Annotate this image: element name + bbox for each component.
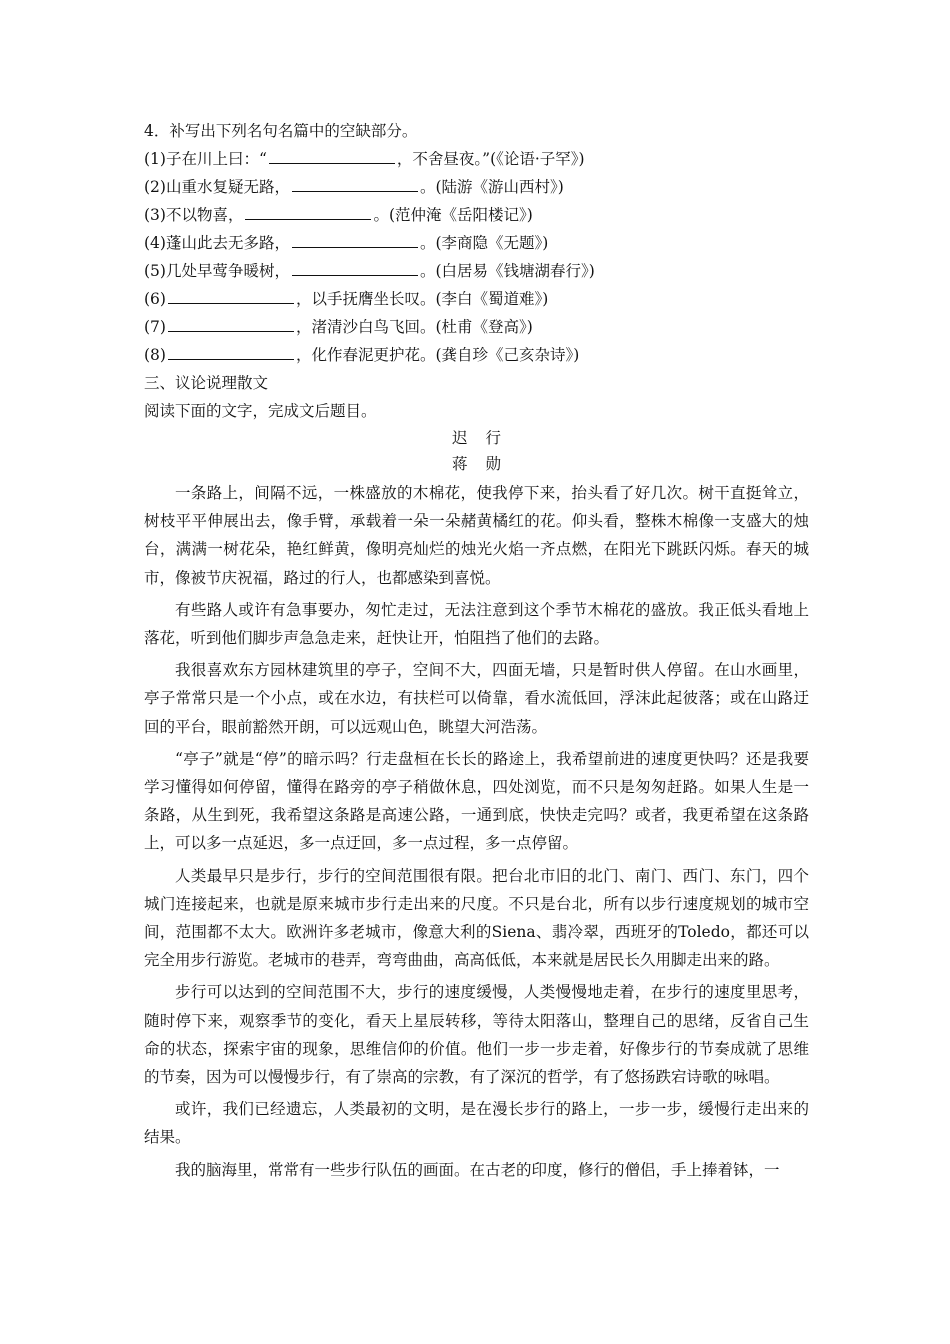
article-paragraph: 有些路人或许有急事要办，匆忙走过，无法注意到这个季节木棉花的盛放。我正低头看地上落花，听到他们脚步声急急走来，赶快让开，怕阻挡了他们的去路。: [144, 600, 809, 648]
article-author: 蒋勋: [451, 455, 519, 473]
fill-item-6: [144, 285, 809, 313]
fill-item-4: [144, 229, 809, 257]
answer-blank[interactable]: [269, 146, 395, 164]
question-4-heading: 4．补写出下列名句名篇中的空缺部分。: [144, 122, 418, 140]
fill-item-suffix: 。(陆游《游山西村》): [419, 178, 564, 196]
answer-blank[interactable]: [292, 174, 418, 192]
answer-blank[interactable]: [292, 230, 418, 248]
article-paragraph: 我很喜欢东方园林建筑里的亭子，空间不大，四面无墙，只是暂时供人停留。在山水画里，亭子常常只是一个小点，或在水边，有扶栏可以倚靠，看水流低回，浮沫此起彼落；或在山路迂回的平台，眼前豁然开朗，可以远观山色，眺望大河浩荡。: [144, 661, 809, 736]
article-title: 迟行: [451, 429, 519, 447]
fill-item-suffix: ，化作春泥更护花。(龚自珍《己亥杂诗》): [295, 346, 580, 364]
fill-item-prefix: (6): [144, 290, 166, 308]
fill-item-suffix: ，渚清沙白鸟飞回。(杜甫《登高》): [295, 318, 533, 336]
fill-item-suffix: ，不舍昼夜。”(《论语·子罕》): [396, 150, 585, 168]
fill-item-suffix: ，以手抚膺坐长叹。(李白《蜀道难》): [295, 290, 549, 308]
fill-item-prefix: (1)子在川上曰：“: [144, 150, 267, 168]
article-paragraph: 或许，我们已经遗忘，人类最初的文明，是在漫长步行的路上，一步一步，缓慢行走出来的结果。: [144, 1100, 809, 1147]
reading-instruction: 阅读下面的文字，完成文后题目。: [144, 402, 377, 420]
fill-item-suffix: 。(范仲淹《岳阳楼记》): [373, 206, 533, 224]
fill-item-prefix: (7): [144, 318, 166, 336]
answer-blank[interactable]: [168, 286, 294, 304]
fill-item-1: [144, 145, 809, 173]
fill-item-suffix: 。(李商隐《无题》): [419, 234, 549, 252]
section-3-heading: 三、议论说理散文: [144, 374, 269, 392]
fill-item-7: [144, 313, 809, 341]
fill-item-prefix: (5)几处早莺争暖树，: [144, 262, 290, 280]
fill-item-prefix: (4)蓬山此去无多路，: [144, 234, 290, 252]
fill-item-5: [144, 257, 809, 285]
article-paragraph: 我的脑海里，常常有一些步行队伍的画面。在古老的印度，修行的僧侣，手上捧着钵，一: [175, 1160, 780, 1179]
article-paragraph: 步行可以达到的空间范围不大，步行的速度缓慢，人类慢慢地走着，在步行的速度里思考，随时停下来，观察季节的变化，看天上星辰转移，等待太阳落山，整理自己的思绪，反省自己生命的状态，探索宇宙的现象，思维信仰的价值。他们一步一步走着，好像步行的节奏成就了思维的节奏，因为可以慢慢步行，有了崇高的宗教，有了深沉的哲学，有了悠扬跌宕诗歌的咏唱。: [144, 983, 809, 1087]
fill-item-3: [144, 201, 809, 229]
answer-blank[interactable]: [168, 314, 294, 332]
fill-item-prefix: (2)山重水复疑无路，: [144, 178, 290, 196]
fill-item-suffix: 。(白居易《钱塘湖春行》): [419, 262, 595, 280]
article-paragraph: 人类最早只是步行，步行的空间范围很有限。把台北市旧的北门、南门、西门、东门，四个城门连接起来，也就是原来城市步行走出来的尺度。不只是台北，所有以步行速度规划的城市空间，范围都不太大。欧洲许多老城市，像意大利的Siena、翡冷翠，西班牙的Toledo，都还可以完全用步行游览。老城市的巷弄，弯弯曲曲，高高低低，本来就是居民长久用脚走出来的路。: [144, 866, 809, 970]
answer-blank[interactable]: [292, 258, 418, 276]
page-content: [144, 117, 809, 1188]
fill-item-prefix: (3)不以物喜，: [144, 206, 244, 224]
fill-item-prefix: (8): [144, 346, 166, 364]
fill-item-2: [144, 173, 809, 201]
answer-blank[interactable]: [168, 342, 294, 360]
article-paragraph: “亭子”就是“停”的暗示吗？行走盘桓在长长的路途上，我希望前进的速度更快吗？还是我要学习懂得如何停留，懂得在路旁的亭子稍做休息，四处浏览，而不只是匆匆赶路。如果人生是一条路，从生到死，我希望这条路是高速公路，一通到底，快快走完吗？或者，我更希望在这条路上，可以多一点延迟，多一点迂回，多一点过程，多一点停留。: [144, 749, 809, 853]
answer-blank[interactable]: [245, 202, 371, 220]
article-paragraph: 一条路上，间隔不远，一株盛放的木棉花，使我停下来，抬头看了好几次。树干直挺耸立，树枝平平伸展出去，像手臂，承载着一朵一朵赭黄橘红的花。仰头看，整株木棉像一支盛大的烛台，满满一树花朵，艳红鲜黄，像明亮灿烂的烛光火焰一齐点燃，在阳光下跳跃闪烁。春天的城市，像被节庆祝福，路过的行人，也都感染到喜悦。: [144, 484, 809, 587]
fill-item-8: [144, 341, 809, 369]
